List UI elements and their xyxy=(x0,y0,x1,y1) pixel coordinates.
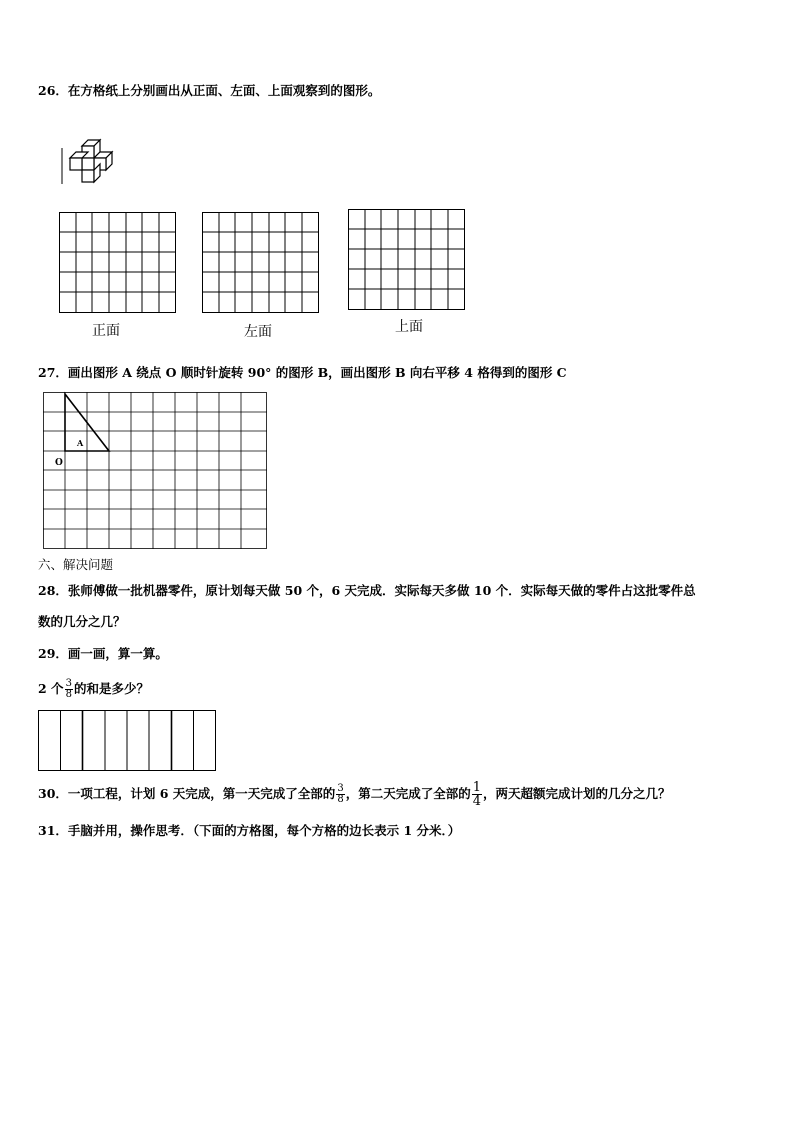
rotation-grid xyxy=(43,392,268,550)
label-top: 上面 xyxy=(395,319,423,335)
question-26: 26．在方格纸上分别画出从正面、左面、上面观察到的图形。 xyxy=(38,83,381,98)
q30-part1: 30．一项工程，计划 6 天完成，第一天完成了全部的 xyxy=(38,786,336,801)
fraction-3-8b xyxy=(336,784,344,805)
question-29: 29．画一画，算一算。 xyxy=(38,646,168,661)
frac-num: 1 xyxy=(472,780,481,795)
frac-num: 3 xyxy=(337,783,344,794)
label-a: A xyxy=(77,438,84,448)
question-28-line1: 28．张师傅做一批机器零件，原计划每天做 50 个，6 天完成．实际每天多做 10 个．实际每天做的零件占这批零件总 xyxy=(38,583,696,598)
fraction-bar xyxy=(38,710,218,772)
frac-den: 8 xyxy=(65,689,72,700)
label-left: 左面 xyxy=(244,324,272,340)
question-30 xyxy=(38,778,671,810)
q30-part3: ，两天超额完成计划的几分之几？ xyxy=(482,786,671,801)
q30-part2: ，第二天完成了全部的 xyxy=(345,786,471,801)
fraction-1-4 xyxy=(472,781,482,808)
frac-den: 8 xyxy=(337,794,344,805)
grid-left xyxy=(202,212,320,314)
q29-prefix: 2 个 xyxy=(38,681,64,696)
question-31: 31．手脑并用，操作思考．（下面的方格图，每个方格的边长表示 1 分米．） xyxy=(38,823,461,838)
q29-suffix: 的和是多少？ xyxy=(73,681,149,696)
frac-num: 3 xyxy=(65,678,72,689)
section-title: 六、解决问题 xyxy=(38,557,114,572)
grid-top xyxy=(348,209,466,311)
label-front: 正面 xyxy=(92,323,120,339)
question-27: 27．画出图形 A 绕点 O 顺时针旋转 90° 的图形 B，画出图形 B 向右平移 4 格得到的图形 C xyxy=(38,365,567,380)
question-29-sub xyxy=(38,676,149,702)
question-28-line2: 数的几分之几？ xyxy=(38,614,126,629)
cube-figure xyxy=(56,128,126,190)
frac-den: 4 xyxy=(472,794,481,809)
grid-front xyxy=(59,212,177,314)
fraction-3-8 xyxy=(65,679,73,700)
label-o: O xyxy=(55,458,63,468)
